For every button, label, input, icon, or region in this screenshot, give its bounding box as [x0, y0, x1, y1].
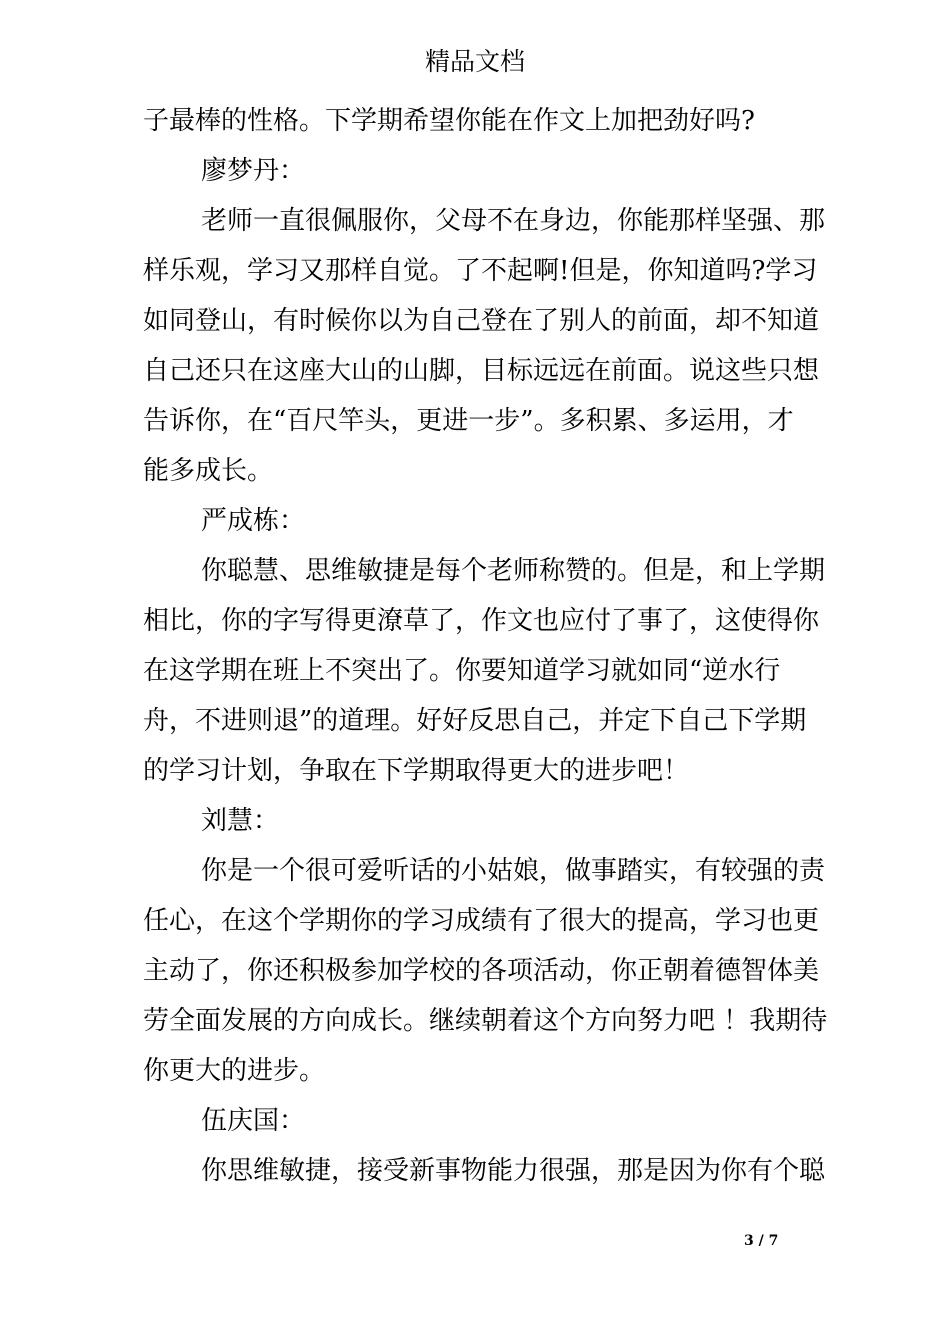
text-line: 自己还只在这座大山的山脚，目标远远在前面。说这些只想	[143, 356, 820, 386]
text-line: 任心，在这个学期你的学习成绩有了很大的提高，学习也更	[143, 906, 820, 936]
text-line: 你聪慧、思维敏捷是每个老师称赞的。但是，和上学期	[201, 556, 826, 586]
text-line: 你是一个很可爱听话的小姑娘，做事踏实，有较强的责	[201, 856, 826, 886]
text-line: 相比，你的字写得更潦草了，作文也应付了事了，这使得你	[143, 606, 820, 636]
text-line: 在这学期在班上不突出了。你要知道学习就如同“逆水行	[143, 656, 781, 686]
text-line: 如同登山，有时候你以为自己登在了别人的前面，却不知道	[143, 306, 820, 336]
text-line: 能多成长。	[143, 456, 274, 486]
text-line: 你思维敏捷，接受新事物能力很强，那是因为你有个聪	[201, 1156, 826, 1186]
text-line: 廖梦丹：	[201, 156, 306, 186]
text-line: 刘慧：	[201, 806, 280, 836]
text-line: 老师一直很佩服你，父母不在身边，你能那样坚强、那	[201, 206, 826, 236]
document-body	[143, 96, 828, 1196]
page-number: 3 / 7	[744, 1233, 779, 1249]
text-line: 你更大的进步。	[143, 1056, 326, 1086]
text-line: 劳全面发展的方向成长。继续朝着这个方向努力吧 ！我期待	[143, 1006, 828, 1036]
text-line: 子最棒的性格。下学期希望你能在作文上加把劲好吗?	[143, 106, 755, 136]
text-line: 样乐观，学习又那样自觉。了不起啊!但是，你知道吗?学习	[143, 256, 818, 286]
text-line: 的学习计划，争取在下学期取得更大的进步吧！	[143, 756, 690, 786]
text-line: 舟，不进则退”的道理。好好反思自己，并定下自己下学期	[143, 706, 807, 736]
text-line: 伍庆国：	[201, 1106, 306, 1136]
page-header: 精品文档	[424, 47, 525, 76]
text-line: 严成栋：	[201, 506, 306, 536]
text-line: 告诉你，在“百尺竿头，更进一步”。多积累、多运用，才	[143, 406, 794, 436]
text-line: 主动了，你还积极参加学校的各项活动，你正朝着德智体美	[143, 956, 820, 986]
